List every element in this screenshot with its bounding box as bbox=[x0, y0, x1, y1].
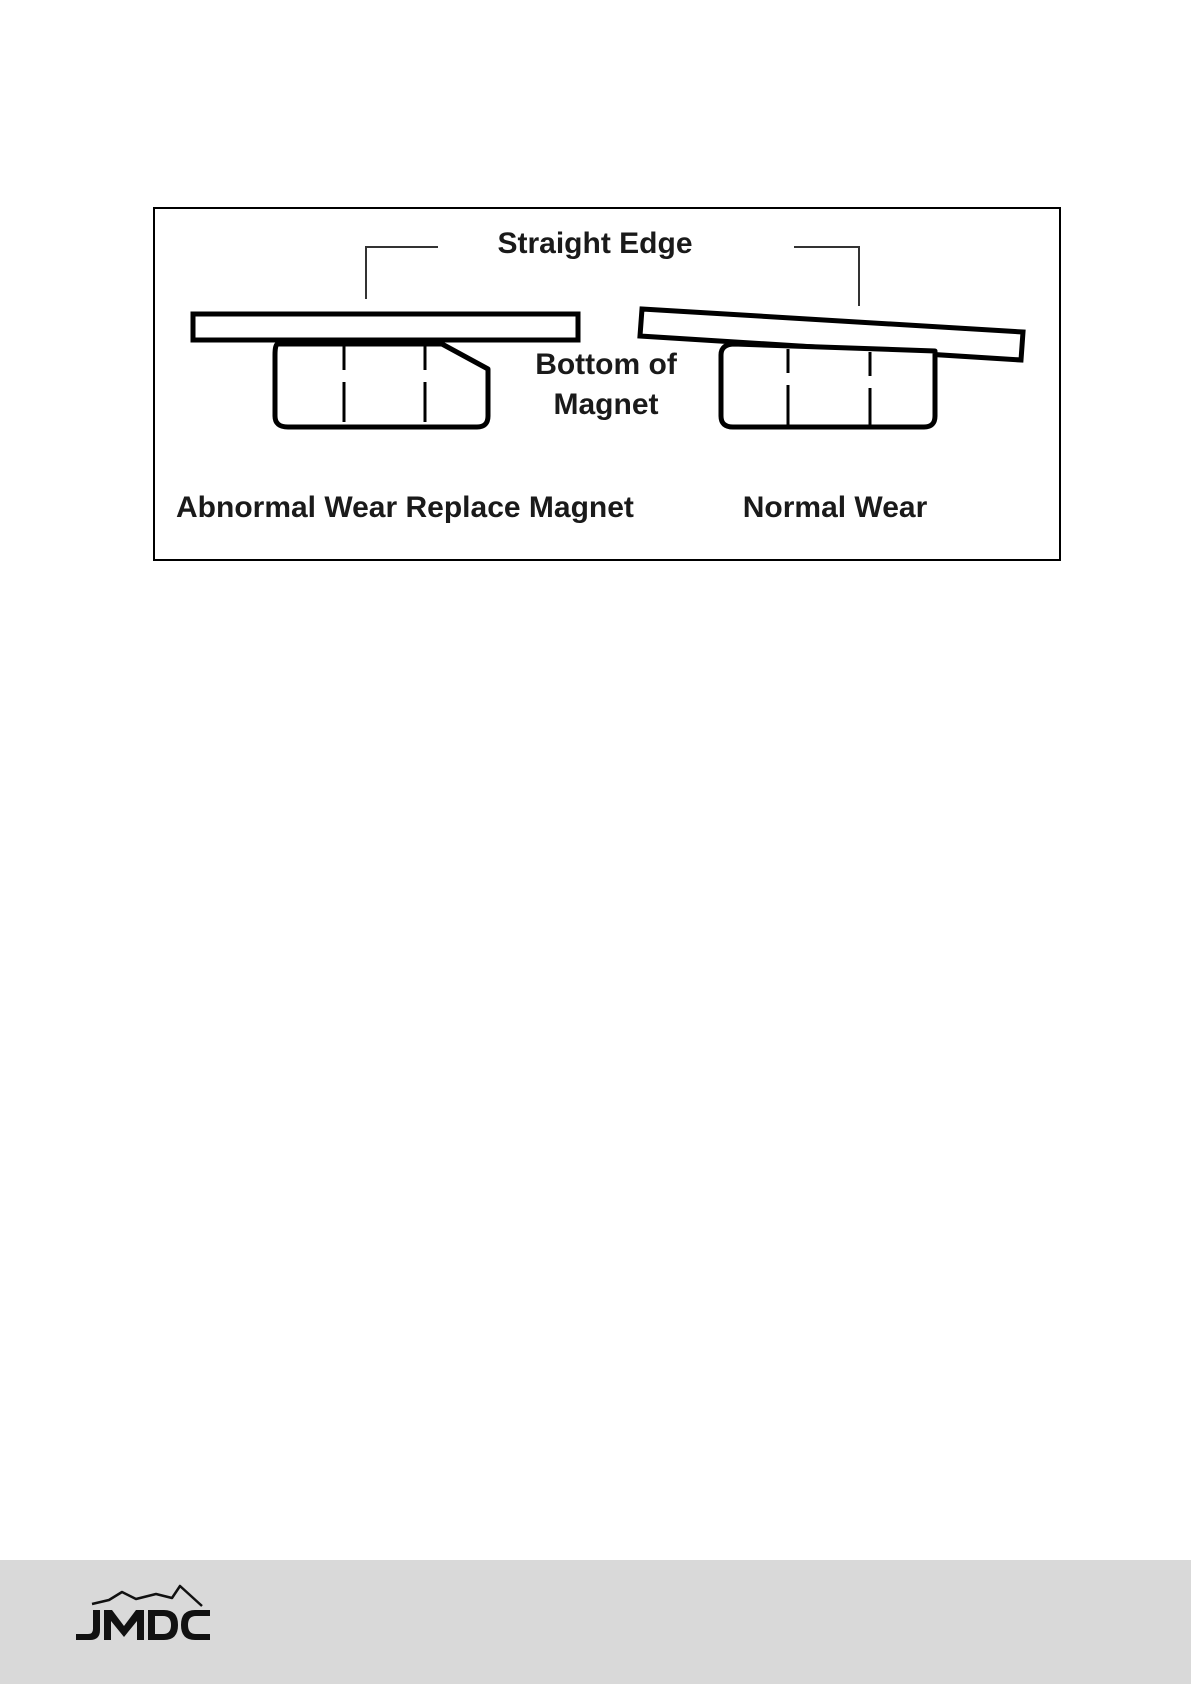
magnet-wear-figure bbox=[153, 207, 1061, 561]
bottom-of-magnet-label-line2: Magnet bbox=[553, 388, 659, 421]
normal-wear-caption: Normal Wear bbox=[742, 491, 928, 524]
bottom-of-magnet-label-line1: Bottom of bbox=[535, 348, 677, 381]
straight-edge-label: Straight Edge bbox=[497, 227, 693, 260]
abnormal-magnet bbox=[275, 344, 488, 427]
mountain-logo-icon bbox=[74, 1584, 214, 1654]
left-leader-line bbox=[366, 247, 438, 299]
normal-magnet bbox=[721, 344, 935, 427]
abnormal-wear-caption: Abnormal Wear Replace Magnet bbox=[176, 491, 634, 524]
abnormal-straight-edge bbox=[193, 314, 578, 340]
magnet-wear-diagram bbox=[155, 209, 1059, 559]
footer-band bbox=[0, 1560, 1191, 1684]
right-leader-line bbox=[794, 247, 859, 306]
